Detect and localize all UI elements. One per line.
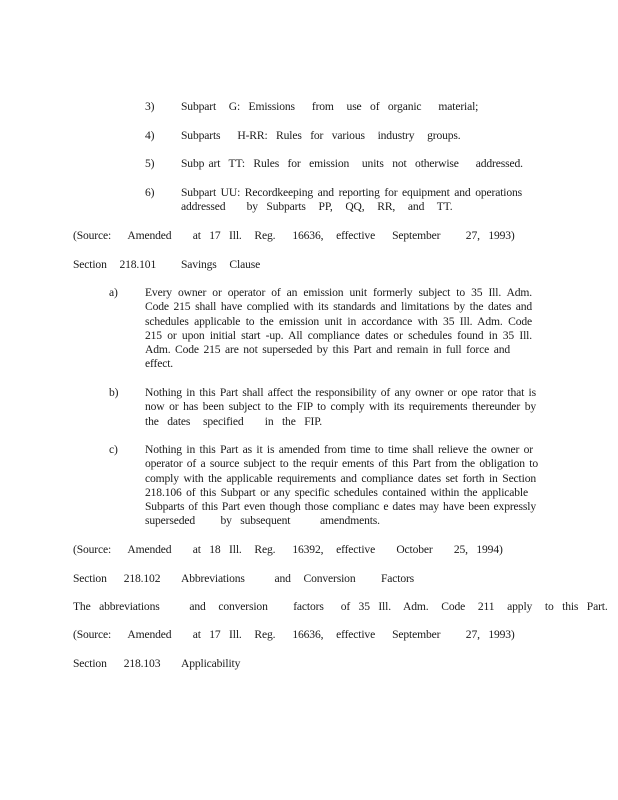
section-paragraph: The abbreviations and conversion factors of 35 Ill. Adm. Code 211 apply to this Part. [73, 600, 608, 613]
sub-item-a-text: Every owner or operator of an emission unit formerly subject to 35 Ill. Adm. Code 215 shall have complied with its standards and limitations by the dates and schedules applicable to the emission unit in accordance with 35 Ill. Adm. Code 215 or upon initial start -up. All compliance dates or schedules found in 35 Ill. Adm. Code 215 are not superseded by this Part and remain in full force and effect. [145, 286, 532, 371]
source-note: (Source: Amended at 17 Ill. Reg. 16636, effective September 27, 1993) [73, 229, 515, 242]
section-title-218-101: Savings Clause [181, 258, 261, 271]
source-note: (Source: Amended at 17 Ill. Reg. 16636, effective September 27, 1993) [73, 628, 515, 641]
list-item-6 [145, 186, 154, 200]
section-title-218-103: Applicability [181, 657, 241, 670]
source-note: (Source: Amended at 18 Ill. Reg. 16392, effective October 25, 1994) [73, 543, 503, 556]
sub-item-c-text: Nothing in this Part as it is amended from time to time shall relieve the owner or operator of a source subject to the requir ements of this Part from the obligation to comply with the applicable requirements and compliance dates set forth in Section 218.106 of this Subpart or any specific schedules contained within the applicable Subparts of this Part even though those complianc e dates may have been expressly superseded by subsequent amendments. [145, 443, 538, 528]
section-heading-218-103 [73, 657, 160, 671]
list-item-5 [145, 157, 154, 171]
sub-item-c [109, 443, 118, 457]
list-item-6-text: Subpart UU: Recordkeeping and reporting for equipment and operations addressed by Subparts PP, QQ, RR, and TT. [181, 186, 522, 214]
list-number: 5) [145, 157, 155, 170]
section-heading-218-102 [73, 572, 160, 586]
sub-item-letter: c) [109, 443, 118, 456]
list-number: 6) [145, 186, 155, 199]
section-heading-218-101 [73, 258, 156, 272]
section-number: Section 218.101 [73, 258, 157, 271]
section-title-218-102: Abbreviations and Conversion Factors [181, 572, 415, 585]
list-item-3 [145, 100, 154, 114]
list-item-5-text: Subp art TT: Rules for emission units not otherwise addressed. [181, 157, 523, 170]
section-number: Section 218.103 [73, 657, 161, 670]
sub-item-a [109, 286, 118, 300]
sub-item-letter: a) [109, 286, 118, 299]
sub-item-b [109, 386, 118, 400]
sub-item-letter: b) [109, 386, 119, 399]
list-item-4-text: Subparts H-RR: Rules for various industry groups. [181, 129, 461, 142]
list-number: 3) [145, 100, 155, 113]
list-item-3-text: Subpart G: Emissions from use of organic material; [181, 100, 479, 113]
list-item-4 [145, 129, 154, 143]
list-number: 4) [145, 129, 155, 142]
sub-item-b-text: Nothing in this Part shall affect the responsibility of any owner or ope rator that is now or has been subject to the FIP to comply with its requirements thereunder by the dates specified in the FIP. [145, 386, 536, 428]
section-number: Section 218.102 [73, 572, 161, 585]
